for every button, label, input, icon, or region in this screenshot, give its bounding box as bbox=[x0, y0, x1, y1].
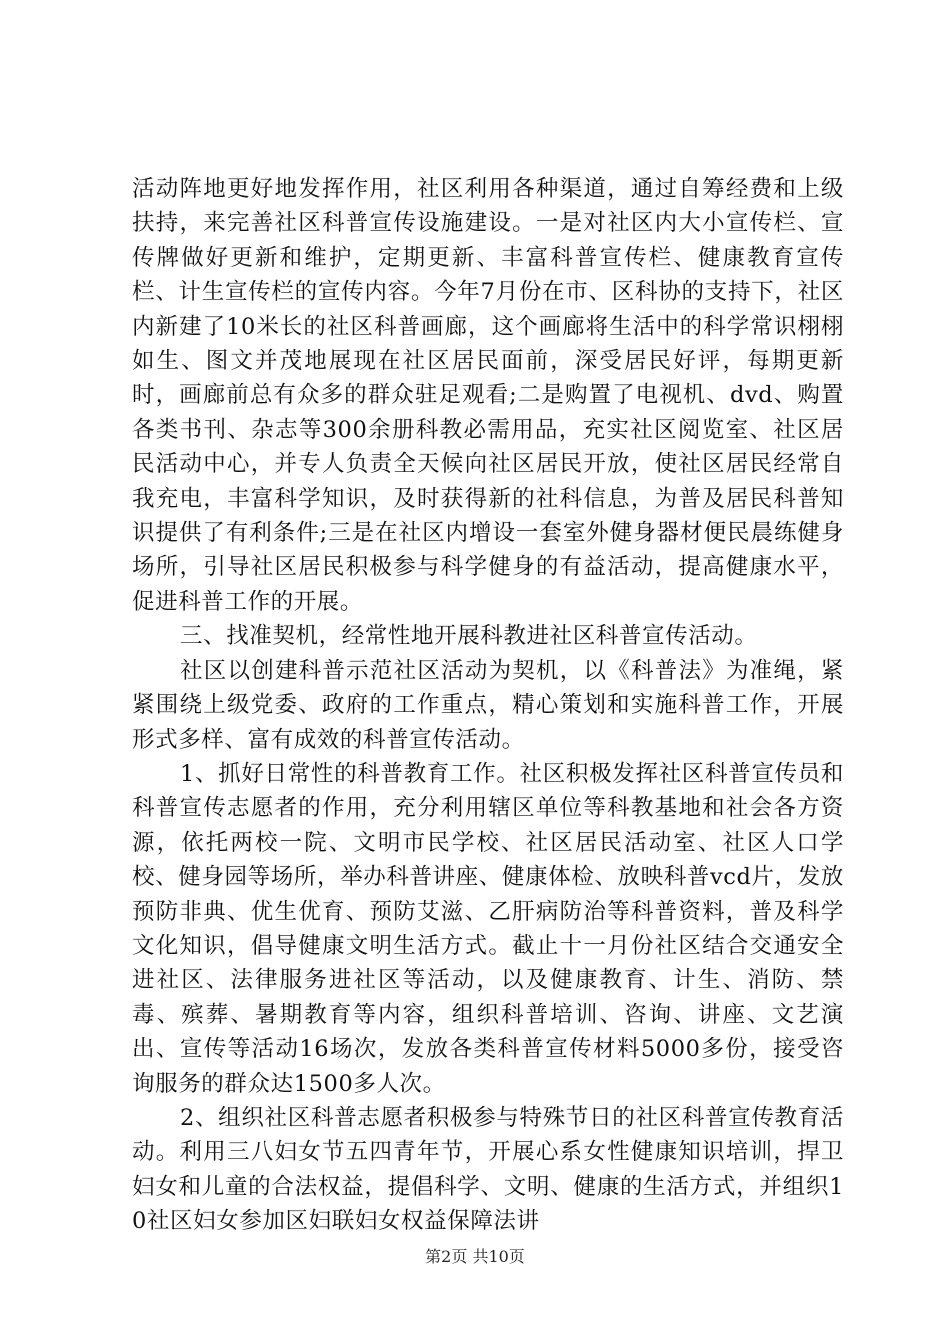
paragraph-intro-activities: 社区以创建科普示范社区活动为契机，以《科普法》为准绳，紧紧围绕上级党委、政府的工作重点，精心策划和实施科普工作，开展形式多样、富有成效的科普宣传活动。 bbox=[132, 657, 844, 753]
paragraph-item-1: 1、抓好日常性的科普教育工作。社区积极发挥社区科普宣传员和科普宣传志愿者的作用，充分利用辖区单位等科教基地和社会各方资源，依托两校一院、文明市民学校、社区居民活动室、社区人口学校、健身园等场所，举办科普讲座、健康体检、放映科普vcd片，发放预防非典、优生优育、预防艾滋、乙肝病防治等科普资料，普及科学文化知识，倡导健康文明生活方式。截止十一月份社区结合交通安全进社区、法律服务进社区等活动，以及健康教育、计生、消防、禁毒、殡葬、暑期教育等内容，组织科普培训、咨询、讲座、文艺演出、宣传等活动16场次，发放各类科普宣传材料5000多份，接受咨询服务的群众达1500多人次。 bbox=[132, 760, 844, 1097]
paragraph-facilities: 活动阵地更好地发挥作用，社区利用各种渠道，通过自筹经费和上级扶持，来完善社区科普宣传设施建设。一是对社区内大小宣传栏、宣传牌做好更新和维护，定期更新、丰富科普宣传栏、健康教育宣传栏、计生宣传栏的宣传内容。今年7月份在市、区科协的支持下，社区内新建了10米长的社区科普画廊，这个画廊将生活中的科学常识栩栩如生、图文并茂地展现在社区居民面前，深受居民好评，每期更新时，画廊前总有众多的群众驻足观看;二是购置了电视机、dvd、购置各类书刊、杂志等300余册科教必需用品，充实社区阅览室、社区居民活动中心，并专人负责全天候向社区居民开放，使社区居民经常自我充电，丰富科学知识，及时获得新的社科信息，为普及居民科普知识提供了有利条件;三是在社区内增设一套室外健身器材便民晨练健身场所，引导社区居民积极参与科学健身的有益活动，提高健康水平，促进科普工作的开展。 bbox=[132, 176, 844, 615]
document-body bbox=[132, 172, 844, 1239]
paragraph-item-2: 2、组织社区科普志愿者积极参与特殊节日的社区科普宣传教育活动。利用三八妇女节五四青年节，开展心系女性健康知识培训，捍卫妇女和儿童的合法权益，提倡科学、文明、健康的生活方式，并组织10社区妇女参加区妇联妇女权益保障法讲 bbox=[132, 1104, 844, 1235]
section-heading-three: 三、找准契机，经常性地开展科教进社区科普宣传活动。 bbox=[180, 623, 758, 650]
page-number-footer: 第2页 共10页 bbox=[425, 1247, 525, 1266]
